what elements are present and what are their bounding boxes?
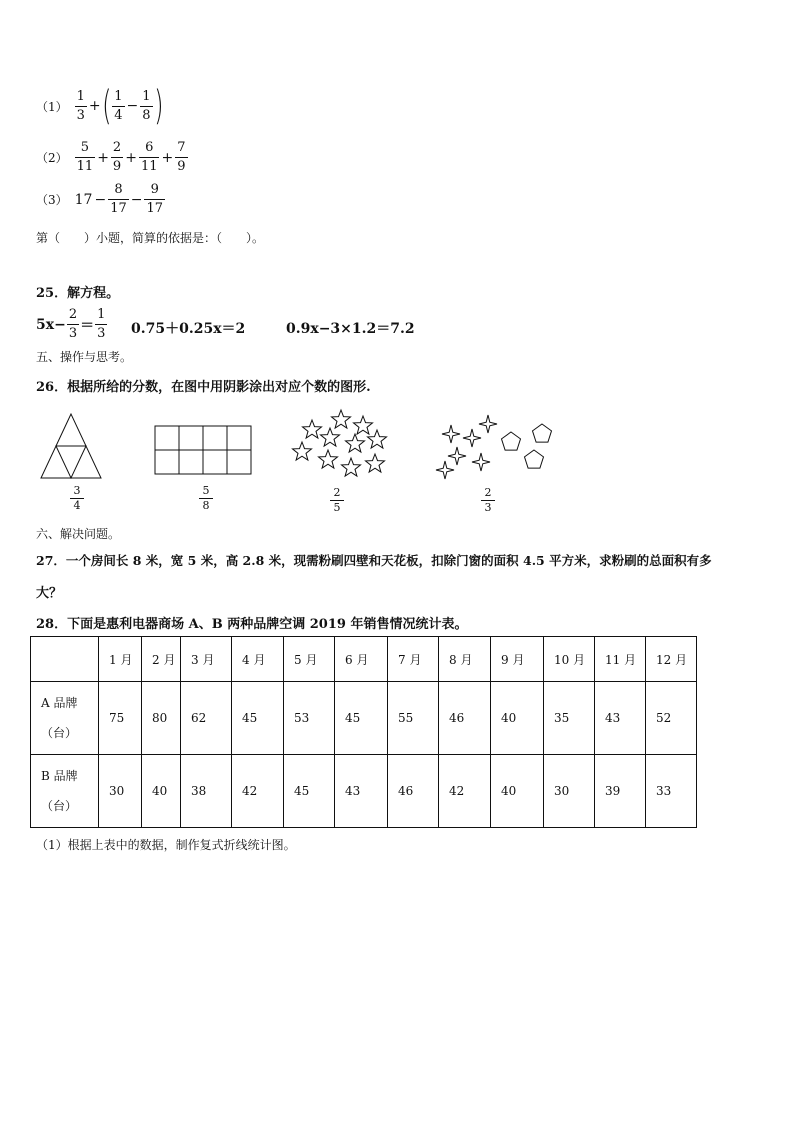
star-icon	[332, 410, 351, 428]
q24-question-line: 第（ ）小题，简算的依据是：（ ）。	[36, 231, 265, 245]
star-icon	[354, 416, 373, 434]
table-corner-cell	[31, 637, 99, 682]
table-cell: 30	[99, 755, 142, 828]
month-header: 12 月	[646, 637, 697, 682]
month-header: 10 月	[544, 637, 595, 682]
section-5-heading: 五、操作与思考。	[36, 350, 133, 364]
table-row	[31, 755, 697, 828]
q28-title: 28．下面是惠利电器商场 A、B 两种品牌空调 2019 年销售情况统计表。	[36, 617, 468, 632]
q26-fraction-4: 2 3	[481, 486, 495, 515]
star-icon	[346, 434, 365, 452]
right-paren: )	[153, 83, 164, 129]
table-cell: 45	[232, 682, 284, 755]
table-cell: 46	[388, 755, 439, 828]
sales-table	[30, 636, 697, 828]
q24-item-2: （2） $\frac{5}{11}$ + $\frac{2}{9}$ + $\frac{6}{11}$ + $\frac{7}{9}$	[36, 140, 186, 174]
month-header: 4 月	[232, 637, 284, 682]
table-cell: 55	[388, 682, 439, 755]
q25-title: 25．解方程。	[36, 286, 120, 301]
table-cell: 35	[544, 682, 595, 755]
month-header: 8 月	[439, 637, 491, 682]
q24-item-1: （1） $\frac{1}{3}$ + ( $\frac{1}{4}$ − $\frac{1}{8}$ )	[36, 83, 164, 129]
pentagon-icon	[502, 424, 552, 468]
fraction: $\frac{1}{3}$	[76, 88, 85, 123]
star-icon	[293, 442, 312, 460]
table-cell: 40	[491, 682, 544, 755]
month-header: 9 月	[491, 637, 544, 682]
star-icon	[342, 458, 361, 476]
table-cell: 45	[335, 682, 388, 755]
month-header: 5 月	[284, 637, 335, 682]
q27-line-2: 大？	[36, 586, 63, 601]
star-icon	[321, 428, 340, 446]
q26-fraction-2: 5 8	[199, 484, 213, 513]
table-cell: 39	[595, 755, 646, 828]
four-point-star-icon	[436, 461, 454, 479]
fraction: $\frac{8}{17}$	[110, 182, 127, 216]
table-cell: 45	[284, 755, 335, 828]
table-cell: 42	[439, 755, 491, 828]
q26-figures	[0, 400, 794, 520]
pentagon-icon	[525, 450, 544, 468]
table-cell: 30	[544, 755, 595, 828]
month-header: 2 月	[142, 637, 181, 682]
row-header-b: B 品牌 （台）	[31, 755, 99, 828]
table-header-row	[31, 637, 697, 682]
four-point-star-icon	[448, 447, 466, 465]
star-icon	[303, 420, 322, 438]
month-header: 6 月	[335, 637, 388, 682]
equation-1-left: 5x−	[36, 316, 66, 333]
fraction: $\frac{5}{11}$	[76, 140, 94, 174]
row-header-a: A 品牌 （台）	[31, 682, 99, 755]
equation-3: 0.9x−3×1.2＝7.2	[286, 321, 415, 337]
q25-equations: 5x− $\frac{2}{3}$ ＝ $\frac{1}{3}$	[36, 307, 106, 341]
fraction: $\frac{2}{3}$	[68, 307, 78, 341]
rectangle-grid-icon	[155, 426, 251, 474]
fraction: $\frac{2}{9}$	[112, 140, 122, 174]
triangle-icon	[41, 414, 101, 478]
q27-line-1: 27．一个房间长 8 米，宽 5 米，高 2.8 米，现需粉刷四壁和天花板，扣除门窗的面积 4.5 平方米，求粉刷的总面积有多	[36, 553, 712, 568]
table-cell: 42	[232, 755, 284, 828]
table-row	[31, 682, 697, 755]
table-cell: 75	[99, 682, 142, 755]
q26-title: 26．根据所给的分数，在图中用阴影涂出对应个数的图形.	[36, 380, 371, 395]
table-cell: 40	[142, 755, 181, 828]
fraction: $\frac{1}{8}$	[142, 88, 151, 123]
left-paren: (	[101, 83, 112, 129]
table-cell: 80	[142, 682, 181, 755]
four-point-star-icon	[463, 429, 481, 447]
q28-sub-question-1: （1）根据上表中的数据，制作复式折线统计图。	[36, 838, 296, 852]
table-cell: 38	[181, 755, 232, 828]
q26-fraction-1: 3 4	[70, 484, 84, 513]
four-point-star-icon	[472, 453, 490, 471]
four-point-star-icon	[442, 425, 460, 443]
pentagon-icon	[502, 432, 521, 450]
table-cell: 53	[284, 682, 335, 755]
fraction: $\frac{1}{3}$	[97, 307, 106, 341]
q26-fraction-3: 2 5	[330, 486, 344, 515]
q24-item-3: （3） 17 − $\frac{8}{17}$ − $\frac{9}{17}$	[36, 182, 164, 216]
month-header: 7 月	[388, 637, 439, 682]
star-icon	[366, 454, 385, 472]
month-header: 1 月	[99, 637, 142, 682]
fraction: $\frac{6}{11}$	[140, 140, 158, 174]
star-icon	[319, 450, 338, 468]
star-icon	[293, 410, 387, 476]
table-cell: 43	[335, 755, 388, 828]
month-header: 3 月	[181, 637, 232, 682]
table-cell: 62	[181, 682, 232, 755]
fraction: $\frac{9}{17}$	[146, 182, 164, 216]
table-cell: 46	[439, 682, 491, 755]
four-point-star-icon	[436, 415, 497, 479]
month-header: 11 月	[595, 637, 646, 682]
star-icon	[368, 430, 387, 448]
q24-item-2-label: （2）	[36, 151, 68, 165]
q24-item-3-label: （3）	[36, 193, 68, 207]
table-cell: 40	[491, 755, 544, 828]
section-6-heading: 六、解决问题。	[36, 527, 121, 541]
pentagon-icon	[533, 424, 552, 442]
table-cell: 33	[646, 755, 697, 828]
fraction: $\frac{7}{9}$	[177, 140, 186, 174]
four-point-star-icon	[479, 415, 497, 433]
fraction: $\frac{1}{4}$	[114, 88, 123, 123]
table-cell: 52	[646, 682, 697, 755]
equation-2: 0.75＋0.25x＝2	[131, 321, 246, 337]
table-cell: 43	[595, 682, 646, 755]
q24-item-1-label: （1）	[36, 99, 68, 114]
